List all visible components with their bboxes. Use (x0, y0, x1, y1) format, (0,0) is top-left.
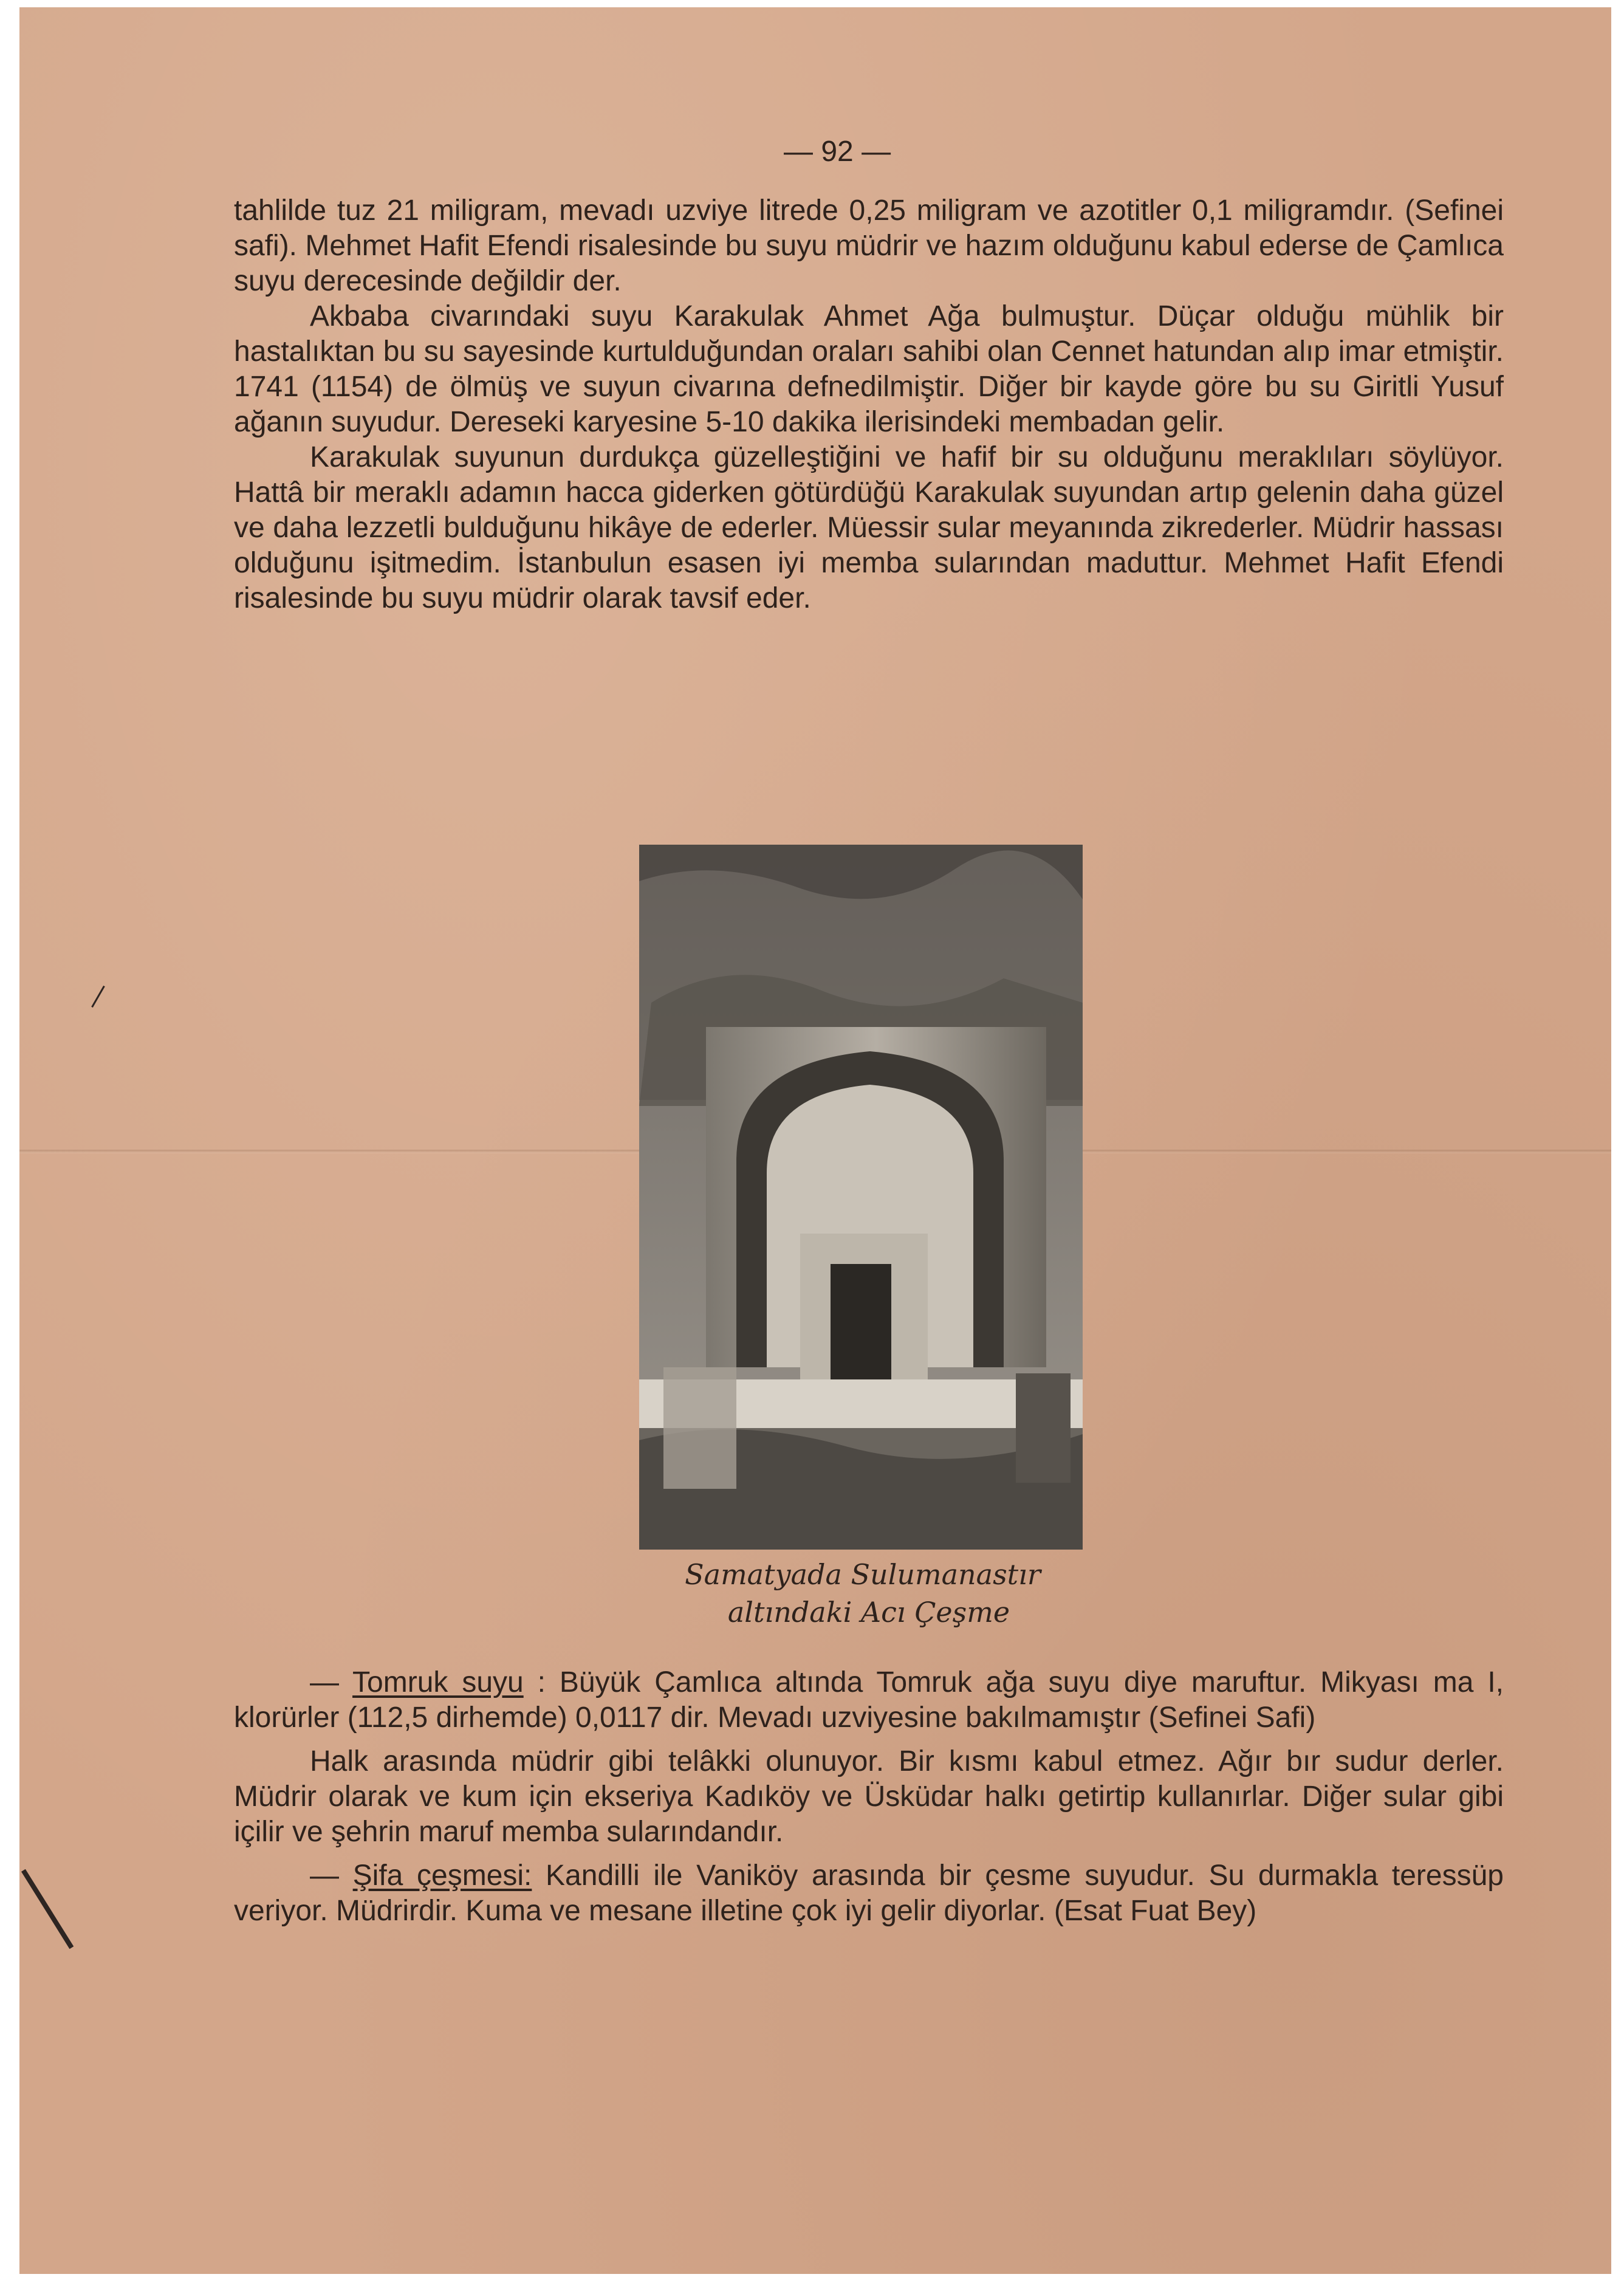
section-text-sifa: Kandilli ile Vaniköy arasında bir çesme suyudur. Su durmakla teressüp veriyor. Müdrirdir. Kuma ve mesane illetine çok iyi gelir diyorlar. (Esat Fuat Bey) (234, 1860, 1504, 1927)
section-text-tomruk: : Büyük Çamlıca altında Tomruk ağa suyu diye maruftur. Mikyası ma I, klorürler (112,5 dirhemde) 0,0117 dir. Mevadı uzviyesine bakılmamıştır (Sefinei Safi) (234, 1666, 1504, 1734)
paragraph-3: Karakulak suyunun durdukça güzelleştiğini ve hafif bir su olduğunu meraklıları söylüyor. Hattâ bir meraklı adamın hacca giderken götürdüğü Karakulak suyundan artıp gelenin daha güzel ve daha lezzetli bulduğunu hikâye de ederler. Müessir sular meyanında zikrederler. Müdrir hassası olduğunu işitmedim. İstanbulun esasen iyi memba sularından maduttur. Mehmet Hafit Efendi risalesinde bu suyu müdrir olarak tavsif eder. (234, 441, 1504, 614)
section-title-tomruk: Tomruk suyu (352, 1666, 524, 1698)
section-dash: — (310, 1666, 353, 1698)
body-text-bottom (234, 1665, 1504, 1929)
section-tomruk-suyu (234, 1665, 1504, 1736)
fountain-photo-image (639, 845, 1083, 1550)
paragraph-2: Akbaba civarındaki suyu Karakulak Ahmet Ağa bulmuştur. Düçar olduğu mühlik bir hastalıktan bu su sayesinde kurtulduğundan oraları sahibi olan Cennet hatundan alıp imar etmiştir. 1741 (1154) de ölmüş ve suyun civarına defnedilmiştir. Diğer bir kayde göre bu su Giritli Yusuf ağanın suyudur. Dereseki karyesine 5-10 dakika ilerisindeki membadan gelir. (234, 300, 1504, 438)
caption-line-1: Samatyada Sulumanastır (685, 1558, 1041, 1591)
photo-aci-cesme (639, 845, 1083, 1550)
section-title-sifa: Şifa çeşmesi: (352, 1860, 532, 1892)
paragraph-4: Halk arasında müdrir gibi telâkki olunuyor. Bir kısmı kabul etmez. Ağır bır sudur derler. Müdrir olarak ve kum için ekseriya Kadıköy ve Üsküdar halkı getirtip kullanırlar. Diğer sular gibi içilir ve şehrin maruf memba sularındandır. (234, 1745, 1504, 1848)
section-dash: — (310, 1860, 353, 1892)
paragraph-1: tahlilde tuz 21 miligram, mevadı uzviye litrede 0,25 miligram ve azotitler 0,1 miligramdır. (Sefinei safi). Mehmet Hafit Efendi risalesinde bu suyu müdrir ve hazım olduğunu kabul ederse de Çamlıca suyu derecesinde değildir der. (234, 194, 1504, 297)
caption-line-2: altındaki Acı Çeşme (727, 1596, 1010, 1629)
body-text-top (234, 193, 1504, 616)
section-sifa-cesmesi (234, 1858, 1504, 1929)
page-number: — 92 — (784, 136, 891, 168)
photo-caption (608, 1556, 1118, 1631)
